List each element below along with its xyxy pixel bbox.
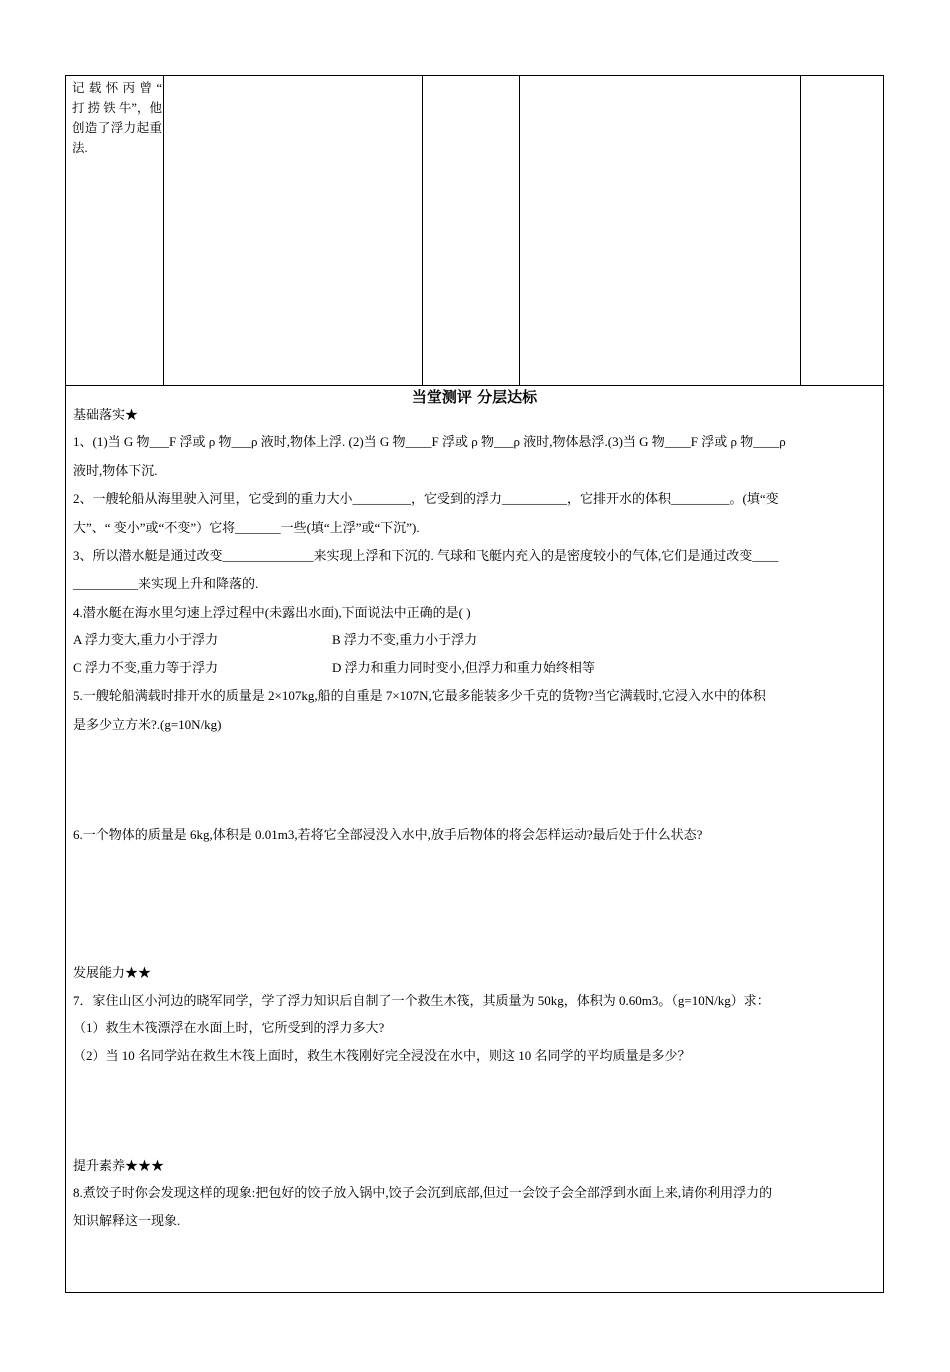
question-2-line-2: 大”、“ 变小”或“不变”）它将_______一些(填“上浮”或“下沉”). (73, 520, 420, 535)
section-title: 当堂测评 分层达标 (411, 388, 538, 406)
question-3-line-1: 3、所以潜水艇是通过改变______________来实现上浮和下沉的. 气球和飞艇内充入的是密度较小的气体,它们是通过改变____ (73, 548, 779, 563)
option-b: B 浮力不变,重力小于浮力 (332, 632, 478, 647)
column-divider (800, 76, 801, 386)
worksheet-frame (65, 75, 884, 1293)
upper-table-row (66, 76, 883, 386)
level-improve-heading: 提升素养★★★ (73, 1158, 165, 1173)
question-7-part-2: （2）当 10 名同学站在救生木筏上面时，救生木筏刚好完全浸没在水中，则这 10 名同学的平均质量是多少？ (73, 1048, 691, 1063)
history-note: 记 载 怀 丙 曾 “ 打 捞 铁 牛”，他创造了浮力起重法. (72, 81, 162, 155)
question-4: 4.潜水艇在海水里匀速上浮过程中(未露出水面),下面说法中正确的是( ) (73, 605, 471, 620)
question-1-line-1: 1、(1)当 G 物___F 浮或 ρ 物___ρ 液时,物体上浮. (2)当 G 物____F 浮或 ρ 物___ρ 液时,物体悬浮.(3)当 G 物____F 浮或 ρ 物____ρ (73, 434, 786, 449)
question-8-line-1: 8.煮饺子时你会发现这样的现象:把包好的饺子放入锅中,饺子会沉到底部,但过一会饺子会全部浮到水面上来,请你利用浮力的 (73, 1185, 773, 1200)
option-c: C 浮力不变,重力等于浮力 (73, 660, 219, 675)
question-6: 6.一个物体的质量是 6kg,体积是 0.01m3,若将它全部浸没入水中,放手后物体的将会怎样运动?最后处于什么状态? (73, 827, 703, 842)
level-develop-heading: 发展能力★★ (73, 965, 152, 980)
question-5-line-2: 是多少立方米?.(g=10N/kg) (73, 717, 222, 732)
question-2-line-1: 2、一艘轮船从海里驶入河里，它受到的重力大小_________，它受到的浮力__________，它排开水的体积_________。(填“变 (73, 491, 779, 506)
question-7-part-1: （1）救生木筏漂浮在水面上时，它所受到的浮力多大? (73, 1020, 385, 1035)
question-4-options-row-2 (73, 658, 876, 678)
question-3-line-2: __________来实现上升和降落的. (73, 576, 259, 591)
question-8-line-2: 知识解释这一现象. (73, 1213, 181, 1228)
option-a: A 浮力变大,重力小于浮力 (73, 632, 219, 647)
question-4-options-row-1 (73, 630, 876, 650)
level-basic-heading: 基础落实★ (73, 407, 139, 422)
column-divider (519, 76, 520, 386)
question-7: 7．家住山区小河边的晓军同学，学了浮力知识后自制了一个救生木筏，其质量为 50kg，体积为 0.60m3。（g=10N/kg）求： (73, 993, 770, 1008)
option-d: D 浮力和重力同时变小,但浮力和重力始终相等 (332, 660, 595, 675)
question-1-line-2: 液时,物体下沉. (73, 463, 158, 478)
question-5-line-1: 5.一艘轮船满载时排开水的质量是 2×107kg,船的自重是 7×107N,它最多能装多少千克的货物?当它满载时,它浸入水中的体积 (73, 688, 766, 703)
assessment-section (66, 386, 883, 1228)
column-divider (163, 76, 164, 386)
column-divider (422, 76, 423, 386)
